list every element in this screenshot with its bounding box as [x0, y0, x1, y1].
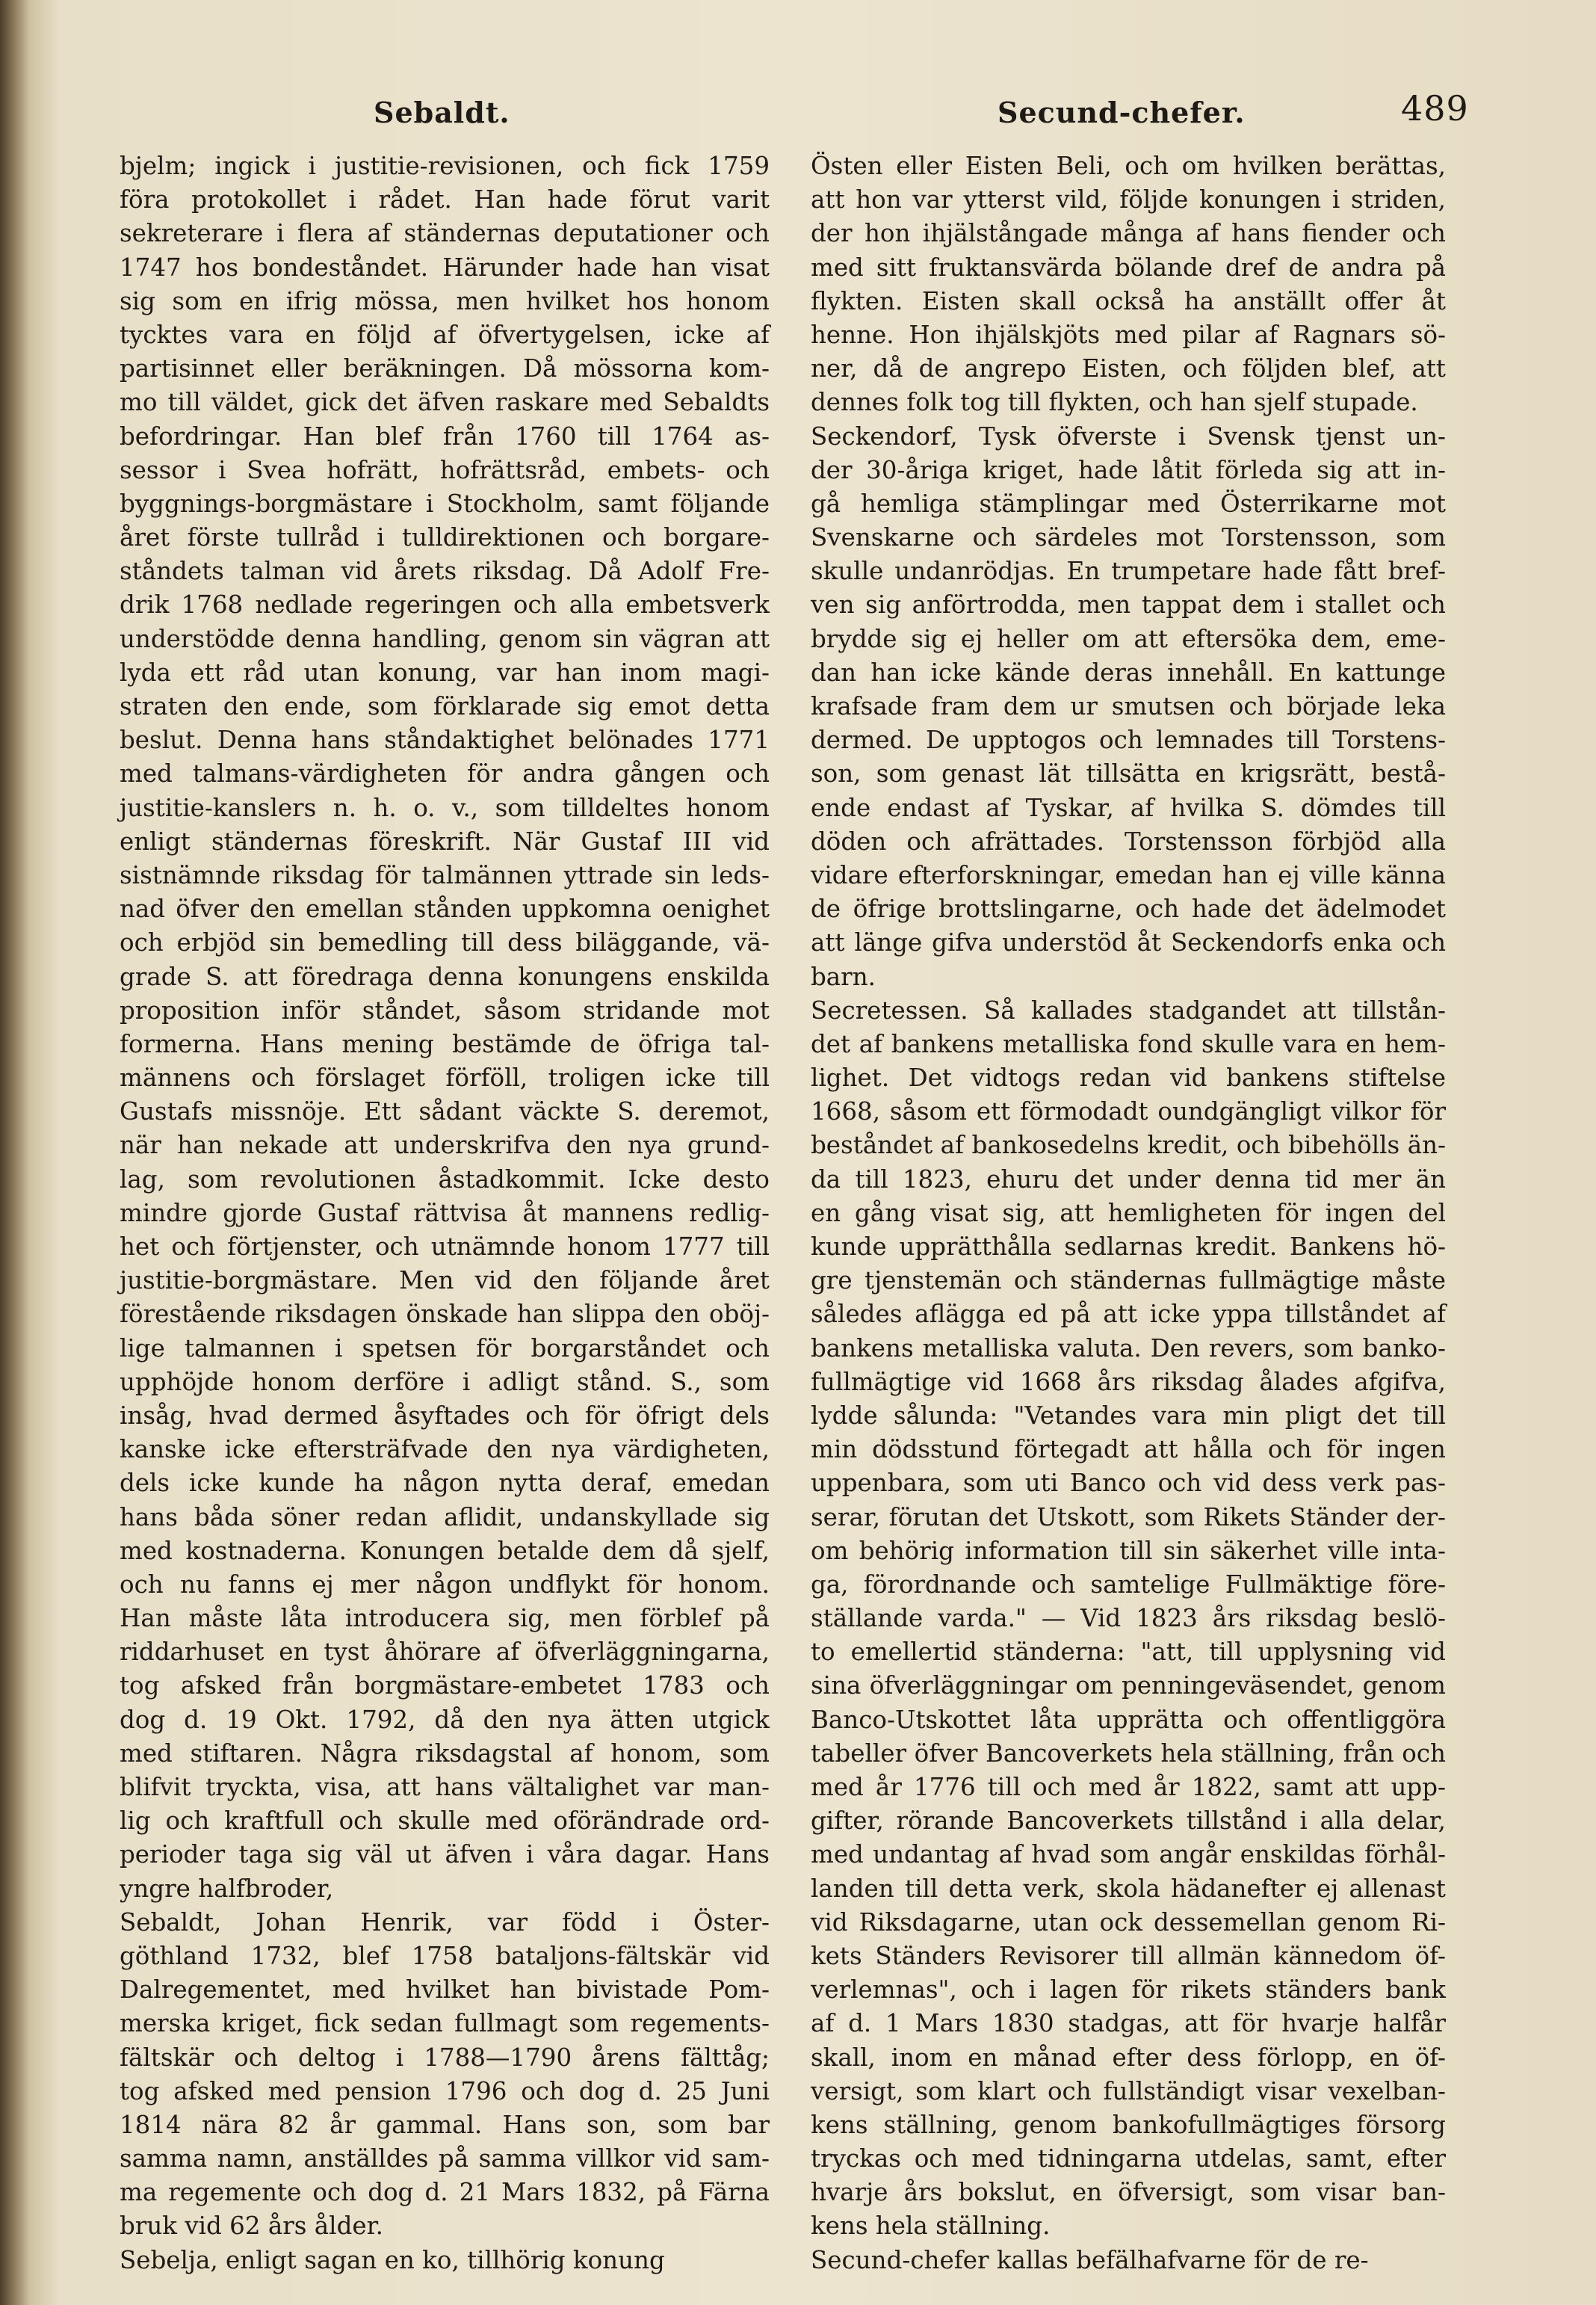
text-line: barn.: [811, 962, 876, 991]
text-line: vid Riksdagarne, utan ock dessemellan genom Ri-: [811, 1907, 1446, 1937]
text-line: Sebaldt, Johan Henrik, var född i Öster-: [120, 1907, 770, 1937]
text-line: det af bankens metalliska fond skulle vara en hem-: [811, 1029, 1446, 1058]
text-line: landen till detta verk, skola hädanefter ej allenast: [811, 1874, 1446, 1903]
text-line: nad öfver den emellan stånden uppkomna oenighet: [120, 895, 770, 924]
text-line: kanske icke eftersträfvade den nya värdigheten,: [120, 1435, 770, 1464]
text-line: med undantag af hvad som angår enskildas förhål-: [811, 1840, 1446, 1869]
text-line: förestående riksdagen önskade han slippa den oböj-: [120, 1300, 770, 1329]
text-line: männens och förslaget förföll, troligen icke till: [120, 1064, 770, 1093]
text-line: insåg, hvad dermed åsyftades och för öfrigt dels: [120, 1401, 770, 1430]
text-line: Östen eller Eisten Beli, och om hvilken berättas,: [811, 152, 1446, 180]
text-line: drik 1768 nedlade regeringen och alla embetsverk: [120, 590, 770, 620]
text-line: en gång visat sig, att hemligheten för ingen del: [811, 1198, 1446, 1227]
text-line: sina öfverläggningar om penningeväsendet, genom: [811, 1671, 1446, 1700]
text-line: beståndet af bankosedelns kredit, och bibehölls än-: [811, 1131, 1446, 1160]
text-line: Svenskarne och särdeles mot Torstensson, som: [811, 523, 1446, 552]
text-line: lig och kraftfull och skulle med oförändrade ord-: [120, 1806, 770, 1836]
text-line: justitie-borgmästare. Men vid den följande året: [120, 1266, 770, 1295]
text-line: och nu fanns ej mer någon undflykt för honom.: [120, 1570, 770, 1599]
text-line: om behörig information till sin säkerhet ville inta-: [811, 1536, 1446, 1565]
text-line: dan han icke kände deras innehåll. En kattunge: [811, 658, 1446, 687]
text-line: döden och afrättades. Torstensson förbjöd alla: [811, 827, 1446, 856]
text-line: tryckas och med tidningarna utdelas, samt, efter: [811, 2144, 1446, 2173]
text-line: 1668, såsom ett förmodadt oundgängligt vilkor för: [811, 1097, 1446, 1126]
text-line: ma regemente och dog d. 21 Mars 1832, på Färna: [120, 2178, 770, 2207]
running-head-left: Sebaldt.: [374, 96, 510, 129]
text-line: sekreterare i flera af ständernas deputationer och: [120, 219, 770, 248]
text-line: med talmans-värdigheten för andra gången och: [120, 759, 770, 789]
text-line: yngre halfbroder,: [120, 1874, 334, 1903]
text-line: föra protokollet i rådet. Han hade förut varit: [120, 185, 770, 215]
text-line: het och förtjenster, och utnämnde honom 1777 till: [120, 1232, 770, 1261]
text-line: lyda ett råd utan konung, var han inom magi-: [120, 658, 770, 687]
text-line: att länge gifva understöd åt Seckendorfs enka och: [811, 928, 1446, 957]
text-line: byggnings-borgmästare i Stockholm, samt följande: [120, 489, 770, 518]
text-line: enligt ständernas föreskrift. När Gustaf III vid: [120, 827, 770, 856]
text-line: gå hemliga stämplingar med Österrikarne mot: [811, 489, 1446, 518]
text-line: beslut. Denna hans ståndaktighet belönades 1771: [120, 726, 770, 755]
text-line: lighet. Det vidtogs redan vid bankens stiftelse: [811, 1064, 1446, 1093]
text-line: lag, som revolutionen åstadkommit. Icke desto: [120, 1164, 770, 1194]
text-line: Seckendorf, Tysk öfverste i Svensk tjenst un-: [811, 422, 1446, 451]
text-line: Dalregementet, med hvilket han bivistade Pom-: [120, 1975, 770, 2005]
text-line: da till 1823, ehuru det under denna tid mer än: [811, 1164, 1446, 1194]
text-line: son, som genast lät tillsätta en krigsrätt, bestå-: [811, 759, 1446, 789]
text-line: upphöjde honom derföre i adligt stånd. S., som: [120, 1367, 770, 1396]
text-line: när han nekade att underskrifva den nya grund-: [120, 1131, 770, 1160]
text-line: de öfrige brottslingarne, och hade det ädelmodet: [811, 895, 1446, 924]
text-line: Banco-Utskottet låta upprätta och offentliggöra: [811, 1705, 1446, 1734]
text-line: tog afsked från borgmästare-embetet 1783 och: [120, 1671, 770, 1700]
text-line: lydde sålunda: "Vetandes vara min pligt det till: [811, 1401, 1446, 1430]
text-line: Secund-chefer kallas befälhafvarne för de re-: [811, 2245, 1369, 2274]
text-line: med kostnaderna. Konungen betalde dem då sjelf,: [120, 1536, 770, 1565]
text-line: med sitt fruktansvärda bölande dref de andra på: [811, 253, 1446, 282]
text-line: 1814 nära 82 år gammal. Hans son, som bar: [120, 2110, 770, 2139]
text-line: således aflägga ed på att icke yppa tillståndet af: [811, 1300, 1446, 1329]
text-line: riddarhuset en tyst åhörare af öfverläggningarna,: [120, 1638, 770, 1667]
text-line: ner, då de angrepo Eisten, och följden blef, att: [811, 354, 1446, 383]
text-line: blifvit tryckta, visa, att hans vältalighet var man-: [120, 1773, 770, 1801]
text-line: bjelm; ingick i justitie-revisionen, och fick 1759: [120, 152, 770, 180]
text-line: vidare efterforskningar, emedan han ej ville känna: [811, 860, 1446, 889]
text-line: dennes folk tog till flykten, och han sjelf stupade.: [811, 388, 1418, 417]
text-line: tabeller öfver Bancoverkets hela ställning, från och: [811, 1738, 1446, 1768]
text-line: gifter, rörande Bancoverkets tillstånd i alla delar,: [811, 1806, 1446, 1836]
text-line: Secretessen. Så kallades stadgandet att tillstån-: [811, 996, 1446, 1025]
text-line: grade S. att föredraga denna konungens enskilda: [120, 962, 770, 991]
text-line: att hon var ytterst vild, följde konungen i striden,: [811, 185, 1446, 215]
text-line: Han måste låta introducera sig, men förblef på: [120, 1604, 770, 1633]
text-line: sistnämnde riksdag för talmännen yttrade sin leds-: [120, 860, 770, 889]
text-line: partisinnet eller beräkningen. Då mössorna kom-: [120, 354, 770, 383]
text-line: gre tjenstemän och ständernas fullmägtige måste: [811, 1266, 1446, 1295]
text-line: formerna. Hans mening bestämde de öfriga tal-: [120, 1029, 770, 1058]
text-line: flykten. Eisten skall också ha anställt offer åt: [811, 286, 1446, 315]
text-line: kens ställning, genom bankofullmägtiges försorg: [811, 2110, 1446, 2139]
text-line: ga, förordnande och samtelige Fullmäktige före-: [811, 1570, 1446, 1599]
text-line: straten den ende, som förklarade sig emot detta: [120, 692, 770, 720]
text-line: hans båda söner redan aflidit, undanskyllade sig: [120, 1502, 770, 1531]
text-line: bruk vid 62 års ålder.: [120, 2212, 383, 2241]
text-line: fullmägtige vid 1668 års riksdag ålades afgifva,: [811, 1367, 1446, 1396]
text-line: uppenbara, som uti Banco och vid dess verk pas-: [811, 1469, 1446, 1498]
text-line: justitie-kanslers n. h. o. v., som tilldeltes honom: [120, 793, 770, 822]
text-line: befordringar. Han blef från 1760 till 1764 as-: [120, 422, 770, 451]
text-line: ställande varda." — Vid 1823 års riksdag beslö-: [811, 1604, 1446, 1633]
text-line: Gustafs missnöje. Ett sådant väckte S. deremot,: [120, 1097, 770, 1126]
text-line: versigt, som klart och fullständigt visar vexelban-: [811, 2076, 1446, 2105]
text-line: hvarje års bokslut, en öfversigt, som visar ban-: [811, 2178, 1446, 2207]
text-line: perioder taga sig väl ut äfven i våra dagar. Hans: [120, 1840, 770, 1869]
text-line: med år 1776 till och med år 1822, samt att upp-: [811, 1773, 1446, 1801]
text-line: fältskär och deltog i 1788—1790 årens fälttåg;: [120, 2043, 770, 2072]
text-line: bankens metalliska valuta. Den revers, som banko-: [811, 1333, 1446, 1363]
text-line: serar, förutan det Utskott, som Rikets Ständer der-: [811, 1502, 1446, 1531]
text-line: skall, inom en månad efter dess förlopp, en öf-: [811, 2043, 1446, 2072]
text-line: dels icke kunde ha någon nytta deraf, emedan: [120, 1469, 770, 1498]
text-line: sig som en ifrig mössa, men hvilket hos honom: [120, 286, 770, 315]
text-line: verlemnas", och i lagen för rikets ständers bank: [811, 1975, 1446, 2005]
text-line: henne. Hon ihjälskjöts med pilar af Ragnars sö-: [811, 320, 1446, 349]
text-line: dog d. 19 Okt. 1792, då den nya ätten utgick: [120, 1705, 770, 1734]
text-line: krafsade fram dem ur smutsen och började leka: [811, 692, 1446, 720]
text-line: året förste tullråd i tulldirektionen och borgare-: [120, 523, 770, 552]
text-line: lige talmannen i spetsen för borgarståndet och: [120, 1333, 770, 1363]
running-head-right: Secund-chefer.: [998, 96, 1246, 129]
text-line: der 30-åriga kriget, hade låtit förleda sig att in-: [811, 455, 1446, 484]
text-line: ende endast af Tyskar, af hvilka S. dömdes till: [811, 793, 1446, 822]
text-line: mindre gjorde Gustaf rättvisa åt mannens redlig-: [120, 1198, 770, 1227]
left-text-column: [120, 149, 770, 2277]
text-line: der hon ihjälstångade många af hans fiender och: [811, 219, 1446, 248]
text-line: dermed. De upptogos och lemnades till Torstens-: [811, 726, 1446, 755]
text-line: af d. 1 Mars 1830 stadgas, att för hvarje halfår: [811, 2009, 1446, 2038]
text-line: samma namn, anställdes på samma villkor vid sam-: [120, 2144, 770, 2173]
text-line: tog afsked med pension 1796 och dog d. 25 Juni: [120, 2076, 770, 2105]
text-line: ven sig anförtrodda, men tappat dem i stallet och: [811, 590, 1446, 620]
text-line: understödde denna handling, genom sin vägran att: [120, 624, 770, 653]
text-line: brydde sig ej heller om att eftersöka dem, eme-: [811, 624, 1446, 653]
text-line: min dödsstund förtegadt att hålla och för ingen: [811, 1435, 1446, 1464]
text-line: ståndets talman vid årets riksdag. Då Adolf Fre-: [120, 557, 770, 586]
text-line: och erbjöd sin bemedling till dess biläggande, vä-: [120, 928, 770, 957]
text-line: sessor i Svea hofrätt, hofrättsråd, embets- och: [120, 455, 770, 484]
text-line: Sebelja, enligt sagan en ko, tillhörig konung: [120, 2245, 665, 2274]
right-text-column: [811, 149, 1446, 2277]
text-line: kens hela ställning.: [811, 2212, 1051, 2241]
page-number: 489: [1401, 88, 1469, 129]
text-line: göthland 1732, blef 1758 bataljons-fältskär vid: [120, 1941, 770, 1970]
text-line: 1747 hos bondeståndet. Härunder hade han visat: [120, 253, 770, 282]
text-line: kets Ständers Revisorer till allmän kännedom öf-: [811, 1941, 1446, 1970]
text-line: med stiftaren. Några riksdagstal af honom, som: [120, 1738, 770, 1768]
text-line: tycktes vara en följd af öfvertygelsen, icke af: [120, 320, 770, 349]
text-line: skulle undanrödjas. En trumpetare hade fått bref-: [811, 557, 1446, 586]
text-line: merska kriget, fick sedan fullmagt som regements-: [120, 2009, 770, 2038]
text-line: mo till väldet, gick det äfven raskare med Sebaldts: [120, 388, 770, 417]
text-line: to emellertid ständerna: "att, till upplysning vid: [811, 1638, 1446, 1667]
text-line: proposition inför ståndet, såsom stridande mot: [120, 996, 770, 1025]
text-line: kunde upprätthålla sedlarnas kredit. Bankens hö-: [811, 1232, 1446, 1261]
